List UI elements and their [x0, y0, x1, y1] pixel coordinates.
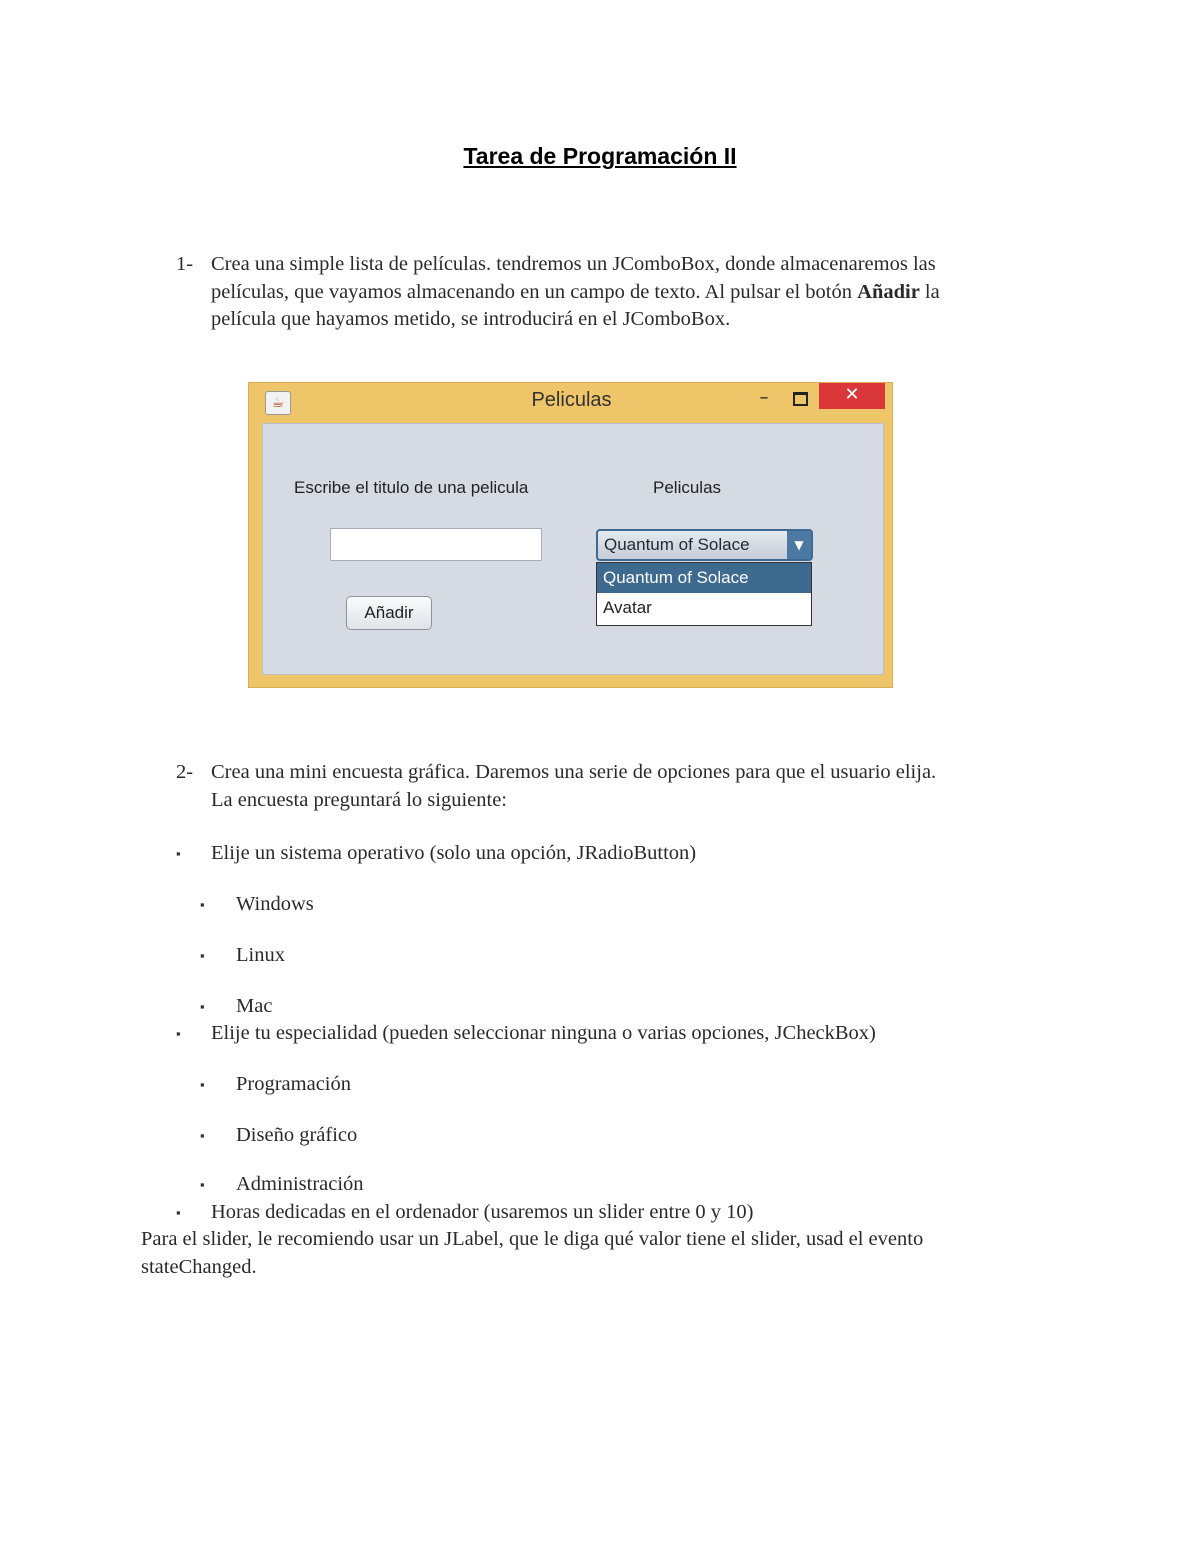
- task-2-text: [211, 759, 1071, 814]
- window-titlebar[interactable]: [249, 383, 892, 421]
- page-title: Tarea de Programación II: [463, 143, 737, 169]
- window-content: [262, 423, 884, 675]
- option-mac: Mac: [236, 995, 273, 1017]
- bullet-icon: ▪: [200, 1077, 205, 1092]
- combobox-dropdown-list: [596, 562, 812, 626]
- option-diseno-grafico: Diseño gráfico: [236, 1124, 358, 1146]
- movies-combobox[interactable]: [596, 529, 813, 561]
- maximize-icon: [793, 392, 808, 406]
- window-title: Peliculas: [531, 389, 612, 411]
- bullet-icon: ▪: [200, 999, 205, 1014]
- question-hours: Horas dedicadas en el ordenador (usaremos un slider entre 0 y 10): [211, 1201, 754, 1223]
- dropdown-option[interactable]: Avatar: [603, 598, 652, 617]
- bullet-icon: ▪: [176, 1026, 181, 1041]
- option-windows: Windows: [236, 893, 314, 915]
- bullet-icon: ▪: [200, 897, 205, 912]
- bullet-icon: ▪: [176, 846, 181, 861]
- task-1-line-1: Crea una simple lista de películas. tendremos un JComboBox, donde almacenaremos las: [211, 253, 936, 275]
- add-button[interactable]: Añadir: [346, 596, 432, 630]
- bullet-icon: ▪: [200, 1128, 205, 1143]
- option-programacion: Programación: [236, 1073, 351, 1095]
- task-1-line-2-text: películas, que vayamos almacenando en un campo de texto. Al pulsar el botón: [211, 280, 858, 303]
- task-2-number: 2-: [176, 761, 194, 783]
- task-1-line-2-end: la: [919, 280, 940, 303]
- task-2-line-2: La encuesta preguntará lo siguiente:: [211, 788, 507, 811]
- bullet-icon: ▪: [200, 948, 205, 963]
- combobox-selected-value: Quantum of Solace: [604, 535, 750, 554]
- add-button-mention: Añadir: [857, 280, 920, 303]
- slider-note: [141, 1226, 1071, 1281]
- task-1-number: 1-: [176, 253, 194, 275]
- slider-note-line-1: Para el slider, le recomiendo usar un JLabel, que le diga qué valor tiene el slider, usad el evento: [141, 1228, 924, 1250]
- java-cup-icon: ☕: [265, 391, 291, 415]
- bullet-icon: ▪: [200, 1177, 205, 1192]
- question-specialty: Elije tu especialidad (pueden seleccionar ninguna o varias opciones, JCheckBox): [211, 1022, 876, 1044]
- movie-title-input[interactable]: [330, 528, 542, 561]
- chevron-down-icon[interactable]: ▼: [787, 531, 811, 559]
- option-administracion: Administración: [236, 1173, 364, 1195]
- question-os: Elije un sistema operativo (solo una opción, JRadioButton): [211, 842, 697, 864]
- maximize-button[interactable]: [791, 389, 807, 405]
- peliculas-window: [248, 382, 893, 688]
- dropdown-option[interactable]: Quantum of Solace: [597, 563, 811, 593]
- movie-title-label: Escribe el titulo de una pelicula: [294, 478, 529, 497]
- close-button[interactable]: ✕: [819, 383, 885, 409]
- bullet-icon: ▪: [176, 1205, 181, 1220]
- task-1-line-3: película que hayamos metido, se introducirá en el JComboBox.: [211, 308, 731, 330]
- task-1-line-2: [211, 279, 1071, 307]
- slider-note-line-2: stateChanged.: [141, 1255, 257, 1278]
- movies-label: Peliculas: [653, 478, 722, 497]
- task-2-line-1: Crea una mini encuesta gráfica. Daremos una serie de opciones para que el usuario elija.: [211, 761, 937, 783]
- task-1-text: [211, 251, 1071, 334]
- option-linux: Linux: [236, 944, 285, 966]
- minimize-button[interactable]: –: [759, 387, 769, 408]
